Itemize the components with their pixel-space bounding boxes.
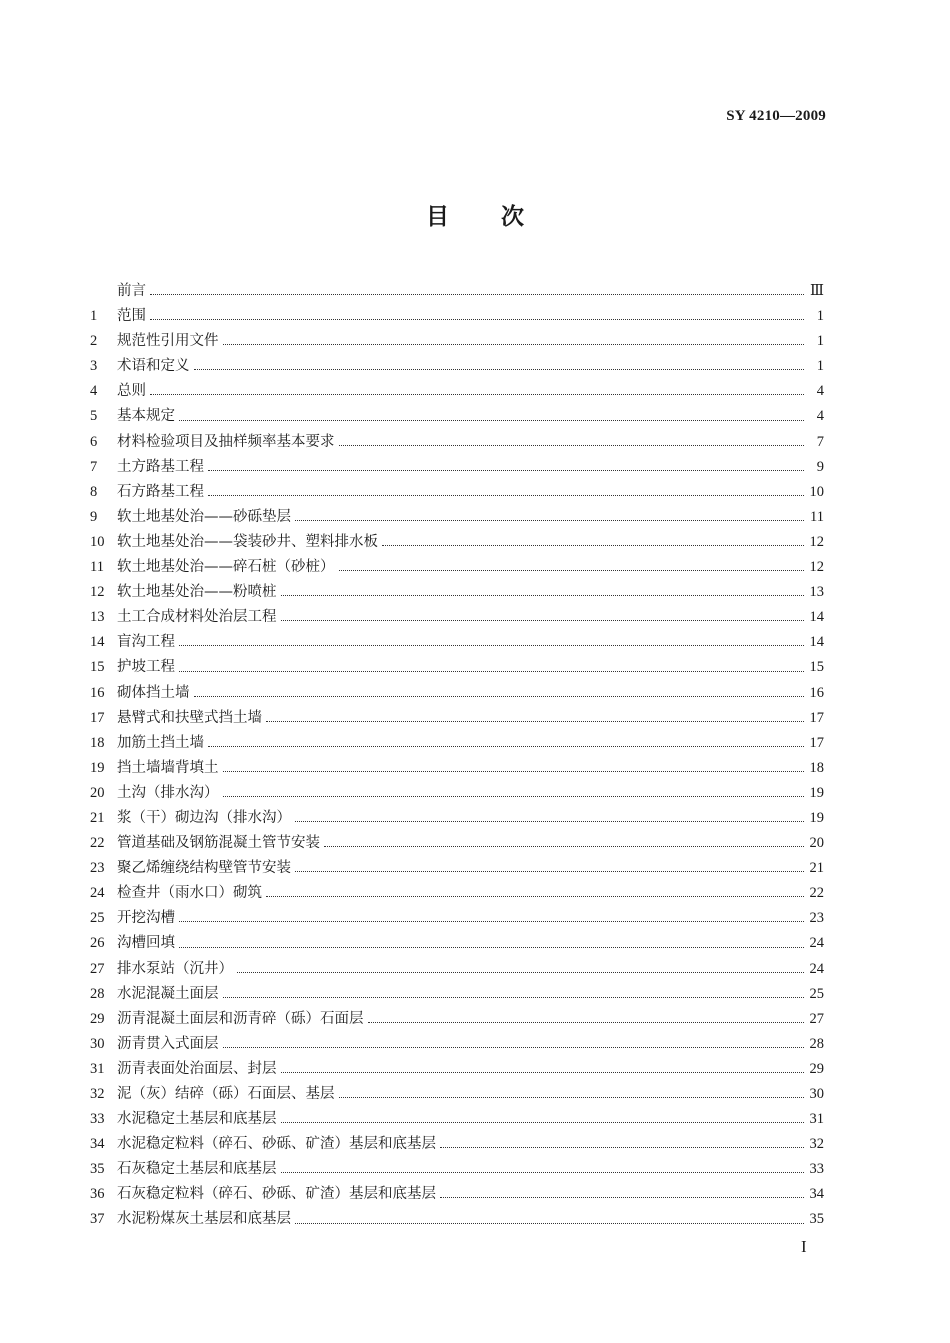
toc-entry-label: 土沟（排水沟）: [117, 784, 219, 801]
toc-entry-label: 基本规定: [117, 408, 175, 425]
toc-entry-number: 32: [90, 1086, 105, 1102]
toc-entry-number: 5: [90, 408, 98, 425]
toc-entry-page: 18: [809, 759, 824, 776]
toc-entry-page: 23: [809, 910, 824, 927]
toc-dot-leader: [223, 997, 804, 998]
toc-dot-leader: [223, 344, 805, 345]
toc-entry-page: 17: [809, 709, 824, 726]
toc-dot-leader: [295, 821, 804, 822]
toc-entry-number: 8: [90, 483, 98, 500]
toc-entry[interactable]: [90, 1157, 824, 1182]
toc-entry-number: 26: [90, 935, 105, 952]
toc-entry-label: 土方路基工程: [117, 458, 204, 475]
toc-entry[interactable]: [90, 1007, 824, 1032]
toc-entry-number: 28: [90, 985, 105, 1002]
toc-entry-label: 砌体挡土墙: [117, 684, 190, 701]
toc-entry-label: 聚乙烯缠绕结构壁管节安装: [117, 860, 291, 877]
toc-entry[interactable]: [90, 831, 824, 856]
toc-entry-number: 36: [90, 1186, 105, 1203]
toc-entry-number: 35: [90, 1161, 105, 1178]
toc-entry-label: 软土地基处治——砂砾垫层: [117, 508, 291, 525]
toc-entry-number: 7: [90, 458, 98, 475]
toc-entry[interactable]: [90, 781, 824, 806]
toc-entry-page: 20: [809, 835, 824, 852]
toc-entry[interactable]: [90, 555, 824, 580]
toc-entry[interactable]: [90, 605, 824, 630]
toc-entry-number: 1: [90, 308, 98, 325]
toc-dot-leader: [295, 520, 804, 521]
toc-dot-leader: [179, 947, 804, 948]
toc-entry[interactable]: [90, 379, 824, 404]
toc-entry[interactable]: [90, 806, 824, 831]
toc-dot-leader: [179, 921, 804, 922]
toc-entry-label: 材料检验项目及抽样频率基本要求: [117, 433, 335, 450]
toc-entry-page: 19: [809, 809, 824, 826]
toc-entry-number: 24: [90, 885, 105, 902]
toc-entry-number: 30: [90, 1035, 105, 1052]
toc-entry-number: 17: [90, 709, 105, 726]
toc-entry-label: 沥青贯入式面层: [117, 1035, 219, 1052]
toc-entry-label: 水泥稳定粒料（碎石、砂砾、矿渣）基层和底基层: [117, 1136, 436, 1153]
toc-entry[interactable]: [90, 1057, 824, 1082]
toc-entry-page: 33: [809, 1161, 824, 1178]
toc-entry[interactable]: [90, 354, 824, 379]
toc-entry-label: 浆（干）砌边沟（排水沟）: [117, 809, 291, 826]
toc-dot-leader: [194, 369, 805, 370]
toc-entry-label: 沥青表面处治面层、封层: [117, 1060, 277, 1077]
toc-entry-label: 水泥稳定土基层和底基层: [117, 1111, 277, 1128]
toc-entry-label: 石方路基工程: [117, 483, 204, 500]
toc-entry-label: 泥（灰）结碎（砾）石面层、基层: [117, 1086, 335, 1102]
toc-dot-leader: [295, 871, 804, 872]
toc-entry-label: 悬臂式和扶壁式挡土墙: [117, 709, 262, 726]
toc-dot-leader: [440, 1147, 804, 1148]
toc-entry-page: 7: [816, 433, 824, 450]
toc-entry-page: 12: [809, 559, 824, 576]
page-title-char-1: 目: [426, 204, 449, 230]
toc-dot-leader: [339, 445, 805, 446]
toc-entry-number: 12: [90, 584, 105, 601]
toc-entry[interactable]: [90, 906, 824, 931]
toc-entry[interactable]: [90, 655, 824, 680]
toc-entry-page: 25: [809, 985, 824, 1002]
toc-entry[interactable]: [90, 630, 824, 655]
toc-entry[interactable]: [90, 1082, 824, 1107]
toc-entry-page: Ⅲ: [810, 283, 824, 299]
toc-entry-number: 29: [90, 1010, 105, 1027]
toc-entry-page: 14: [809, 634, 824, 651]
toc-entry-label: 规范性引用文件: [117, 333, 219, 350]
toc-entry-page: 12: [809, 533, 824, 550]
toc-dot-leader: [208, 495, 804, 496]
toc-entry-page: 35: [809, 1211, 824, 1228]
toc-entry-number: 34: [90, 1136, 105, 1153]
toc-entry-page: 4: [816, 408, 824, 425]
toc-dot-leader: [194, 696, 804, 697]
toc-entry-page: 28: [809, 1035, 824, 1052]
toc-entry[interactable]: [90, 731, 824, 756]
toc-entry[interactable]: [90, 279, 824, 304]
toc-entry-label: 护坡工程: [117, 659, 175, 676]
toc-entry-label: 土工合成材料处治层工程: [117, 609, 277, 626]
toc-dot-leader: [223, 796, 804, 797]
toc-dot-leader: [223, 1047, 804, 1048]
toc-dot-leader: [266, 721, 804, 722]
toc-entry[interactable]: [90, 1207, 824, 1232]
toc-entry-number: 11: [90, 559, 104, 576]
toc-entry-number: 23: [90, 860, 105, 877]
toc-entry-number: 3: [90, 358, 98, 375]
toc-entry-label: 软土地基处治——碎石桩（砂桩）: [117, 559, 335, 576]
toc-dot-leader: [281, 1122, 804, 1123]
toc-dot-leader: [150, 294, 804, 295]
toc-entry-page: 17: [809, 734, 824, 751]
page-title: [0, 198, 950, 231]
toc-dot-leader: [179, 671, 804, 672]
toc-entry-page: 4: [816, 383, 824, 400]
toc-entry[interactable]: [90, 430, 824, 455]
toc-entry[interactable]: [90, 681, 824, 706]
toc-entry-label: 盲沟工程: [117, 634, 175, 651]
toc-dot-leader: [266, 896, 804, 897]
page-title-char-2: 次: [501, 204, 524, 230]
toc-entry-label: 前言: [117, 283, 146, 299]
toc-entry-page: 15: [809, 659, 824, 676]
toc-entry-number: 19: [90, 759, 105, 776]
toc-entry-label: 石灰稳定粒料（碎石、砂砾、矿渣）基层和底基层: [117, 1186, 436, 1203]
toc-entry-page: 31: [809, 1111, 824, 1128]
toc-entry-label: 检查井（雨水口）砌筑: [117, 885, 262, 902]
toc-entry-page: 21: [809, 860, 824, 877]
toc-entry-label: 沟槽回填: [117, 935, 175, 952]
toc-entry-number: 31: [90, 1060, 105, 1077]
toc-entry[interactable]: [90, 1132, 824, 1157]
toc-entry-page: 10: [809, 483, 824, 500]
toc-dot-leader: [324, 846, 804, 847]
toc-entry-number: 21: [90, 809, 105, 826]
toc-entry[interactable]: [90, 957, 824, 982]
toc-entry-number: 6: [90, 433, 98, 450]
toc-dot-leader: [440, 1197, 804, 1198]
toc-entry-number: 4: [90, 383, 98, 400]
toc-entry[interactable]: [90, 1182, 824, 1207]
toc-entry-page: 11: [810, 508, 824, 525]
toc-dot-leader: [368, 1022, 804, 1023]
toc-entry-page: 24: [809, 960, 824, 977]
toc-dot-leader: [208, 746, 804, 747]
toc-entry-label: 加筋土挡土墙: [117, 734, 204, 751]
toc-entry-page: 30: [809, 1086, 824, 1102]
toc-entry-page: 27: [809, 1010, 824, 1027]
toc-entry-label: 范围: [117, 308, 146, 325]
toc-dot-leader: [179, 645, 804, 646]
toc-entry-label: 挡土墙墙背填土: [117, 759, 219, 776]
toc-dot-leader: [295, 1223, 804, 1224]
toc-dot-leader: [150, 319, 804, 320]
toc-entry[interactable]: [90, 982, 824, 1007]
toc-entry-page: 14: [809, 609, 824, 626]
page-number: I: [801, 1237, 807, 1256]
toc-dot-leader: [281, 1172, 804, 1173]
toc-entry-label: 排水泵站（沉井）: [117, 960, 233, 977]
toc-entry-label: 术语和定义: [117, 358, 190, 375]
table-of-contents: [90, 279, 824, 1233]
toc-dot-leader: [339, 1097, 804, 1098]
toc-entry-label: 软土地基处治——袋装砂井、塑料排水板: [117, 533, 378, 550]
toc-entry-page: 19: [809, 784, 824, 801]
toc-entry-number: 18: [90, 734, 105, 751]
toc-entry-page: 22: [809, 885, 824, 902]
toc-entry-number: 33: [90, 1111, 105, 1128]
toc-entry-number: 16: [90, 684, 105, 701]
toc-entry[interactable]: [90, 706, 824, 731]
toc-entry-number: 9: [90, 508, 98, 525]
toc-entry[interactable]: [90, 304, 824, 329]
toc-entry[interactable]: [90, 1032, 824, 1057]
toc-entry-page: 29: [809, 1060, 824, 1077]
toc-entry[interactable]: [90, 404, 824, 429]
toc-entry-label: 管道基础及钢筋混凝土管节安装: [117, 835, 320, 852]
toc-dot-leader: [281, 620, 804, 621]
toc-entry[interactable]: [90, 505, 824, 530]
standard-code: SY 4210—2009: [726, 108, 826, 124]
toc-dot-leader: [339, 570, 804, 571]
toc-entry-page: 32: [809, 1136, 824, 1153]
toc-dot-leader: [179, 420, 804, 421]
toc-entry[interactable]: [90, 530, 824, 555]
toc-dot-leader: [237, 972, 804, 973]
toc-entry-number: 20: [90, 784, 105, 801]
toc-entry-label: 水泥混凝土面层: [117, 985, 219, 1002]
toc-entry-number: 22: [90, 835, 105, 852]
toc-entry-label: 总则: [117, 383, 146, 400]
toc-entry-number: 10: [90, 533, 105, 550]
toc-entry[interactable]: [90, 329, 824, 354]
toc-entry-number: 37: [90, 1211, 105, 1228]
toc-entry-label: 软土地基处治——粉喷桩: [117, 584, 277, 601]
toc-entry-label: 开挖沟槽: [117, 910, 175, 927]
toc-entry-number: 25: [90, 910, 105, 927]
toc-entry[interactable]: [90, 1107, 824, 1132]
toc-entry[interactable]: [90, 756, 824, 781]
toc-entry-page: 9: [816, 458, 824, 475]
toc-entry-page: 1: [816, 333, 824, 350]
toc-entry-number: 13: [90, 609, 105, 626]
toc-entry-number: 2: [90, 333, 98, 350]
toc-dot-leader: [208, 470, 804, 471]
toc-entry[interactable]: [90, 455, 824, 480]
toc-entry-page: 24: [809, 935, 824, 952]
toc-entry-label: 石灰稳定土基层和底基层: [117, 1161, 277, 1178]
toc-entry-number: 14: [90, 634, 105, 651]
toc-entry-label: 水泥粉煤灰土基层和底基层: [117, 1211, 291, 1228]
toc-dot-leader: [150, 394, 804, 395]
toc-entry-number: 27: [90, 960, 105, 977]
toc-entry[interactable]: [90, 881, 824, 906]
toc-entry-number: 15: [90, 659, 105, 676]
toc-entry-page: 34: [809, 1186, 824, 1203]
toc-entry[interactable]: [90, 931, 824, 956]
toc-dot-leader: [223, 771, 804, 772]
toc-entry[interactable]: [90, 580, 824, 605]
toc-entry-label: 沥青混凝土面层和沥青碎（砾）石面层: [117, 1010, 364, 1027]
toc-entry[interactable]: [90, 856, 824, 881]
toc-entry-page: 13: [809, 584, 824, 601]
toc-entry-page: 1: [816, 308, 824, 325]
toc-entry-page: 16: [809, 684, 824, 701]
toc-dot-leader: [382, 545, 804, 546]
toc-dot-leader: [281, 1072, 804, 1073]
toc-dot-leader: [281, 595, 804, 596]
toc-entry-page: 1: [816, 358, 824, 375]
toc-entry[interactable]: [90, 480, 824, 505]
